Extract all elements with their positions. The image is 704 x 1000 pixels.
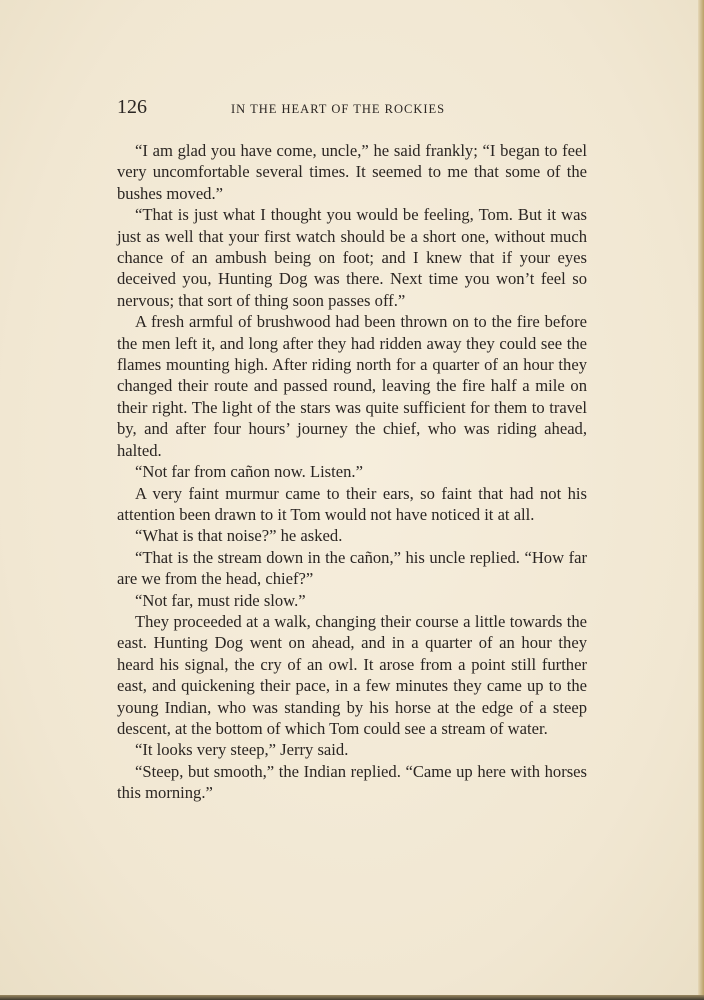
paragraph: A very faint murmur came to their ears, so faint that had not his attention been drawn to it Tom would not have noticed it at all. bbox=[117, 483, 587, 524]
paragraph: “That is the stream down in the cañon,” his uncle replied. “How far are we from the head, chief?” bbox=[117, 547, 587, 589]
paragraph: “Not far, must ride slow.” bbox=[135, 590, 306, 610]
paragraph: “What is that noise?” he asked. bbox=[135, 526, 343, 546]
page-edge-right bbox=[698, 0, 704, 1000]
paragraph: A fresh armful of brushwood had been thrown on to the fire before the men left it, and long after they had ridden away they could see the flames mounting high. After riding north for a quarter of an hour they changed their route and passed round, leaving the fire half a mile on their right. The light of the stars was quite sufficient for them to travel by, and after four hours’ journey the chief, who was riding ahead, halted. bbox=[117, 312, 587, 460]
paragraph: “I am glad you have come, uncle,” he said frankly; “I began to feel very uncomfortable several times. It seemed to me that some of the bushes moved.” bbox=[117, 141, 587, 203]
paragraph: “Not far from cañon now. Listen.” bbox=[135, 462, 363, 482]
page-header bbox=[117, 96, 587, 118]
body-text bbox=[117, 140, 587, 804]
page-edge-bottom bbox=[0, 995, 704, 1000]
paragraph: “That is just what I thought you would be feeling, Tom. But it was just as well that your first watch should be a short one, without much chance of an ambush being on foot; and I knew that if your eyes deceived you, Hunting Dog was there. Next time you won’t feel so nervous; that sort of thing soon passes off.” bbox=[117, 205, 587, 310]
page-number: 126 bbox=[117, 96, 147, 118]
paragraph: “It looks very steep,” Jerry said. bbox=[135, 740, 349, 760]
paragraph: “Steep, but smooth,” the Indian replied. “Came up here with horses this morning.” bbox=[117, 761, 587, 803]
running-head: IN THE HEART OF THE ROCKIES bbox=[231, 102, 446, 116]
paragraph: They proceeded at a walk, changing their course a little towards the east. Hunting Dog went on ahead, and in a quarter of an hour they heard his signal, the cry of an owl. It arose from a point still further east, and quickening their pace, in a few minutes they came up to the young Indian, who was standing by his horse at the edge of a steep descent, at the bottom of which Tom could see a stream of water. bbox=[117, 611, 587, 738]
